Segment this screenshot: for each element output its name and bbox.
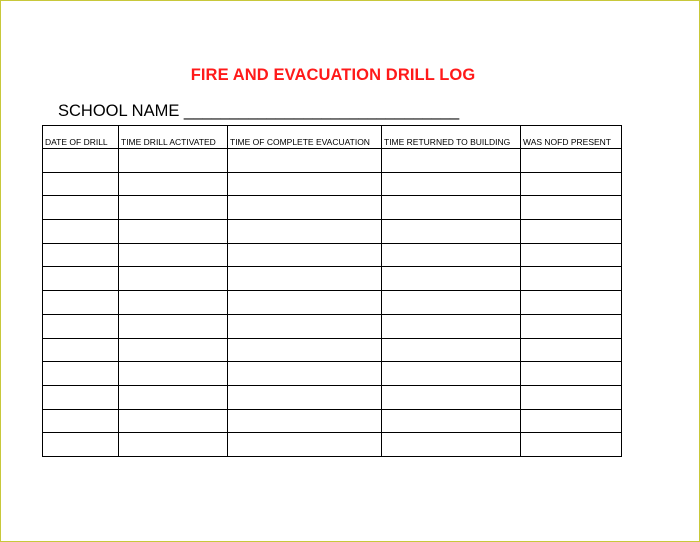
time-returned-cell[interactable] bbox=[382, 433, 521, 457]
table-row bbox=[43, 196, 622, 220]
table-row bbox=[43, 385, 622, 409]
date-cell[interactable] bbox=[43, 172, 119, 196]
time-evacuation-cell[interactable] bbox=[228, 267, 382, 291]
time-activated-cell[interactable] bbox=[119, 267, 228, 291]
nofd-present-cell[interactable] bbox=[521, 267, 622, 291]
table-row bbox=[43, 243, 622, 267]
time-activated-cell[interactable] bbox=[119, 385, 228, 409]
time-evacuation-cell[interactable] bbox=[228, 433, 382, 457]
nofd-present-cell[interactable] bbox=[521, 409, 622, 433]
table-row bbox=[43, 338, 622, 362]
nofd-present-cell[interactable] bbox=[521, 243, 622, 267]
table-row bbox=[43, 149, 622, 173]
date-cell[interactable] bbox=[43, 362, 119, 386]
nofd-present-cell[interactable] bbox=[521, 385, 622, 409]
column-header-time-activated: TIME DRILL ACTIVATED bbox=[119, 126, 228, 149]
time-returned-cell[interactable] bbox=[382, 338, 521, 362]
time-activated-cell[interactable] bbox=[119, 291, 228, 315]
table-row bbox=[43, 172, 622, 196]
time-returned-cell[interactable] bbox=[382, 385, 521, 409]
table-row bbox=[43, 409, 622, 433]
time-returned-cell[interactable] bbox=[382, 149, 521, 173]
date-cell[interactable] bbox=[43, 267, 119, 291]
time-returned-cell[interactable] bbox=[382, 362, 521, 386]
time-evacuation-cell[interactable] bbox=[228, 243, 382, 267]
time-returned-cell[interactable] bbox=[382, 409, 521, 433]
nofd-present-cell[interactable] bbox=[521, 433, 622, 457]
time-evacuation-cell[interactable] bbox=[228, 196, 382, 220]
time-evacuation-cell[interactable] bbox=[228, 385, 382, 409]
nofd-present-cell[interactable] bbox=[521, 291, 622, 315]
date-cell[interactable] bbox=[43, 314, 119, 338]
nofd-present-cell[interactable] bbox=[521, 172, 622, 196]
date-cell[interactable] bbox=[43, 291, 119, 315]
time-returned-cell[interactable] bbox=[382, 267, 521, 291]
date-cell[interactable] bbox=[43, 433, 119, 457]
time-evacuation-cell[interactable] bbox=[228, 362, 382, 386]
date-cell[interactable] bbox=[43, 220, 119, 244]
time-evacuation-cell[interactable] bbox=[228, 291, 382, 315]
time-evacuation-cell[interactable] bbox=[228, 338, 382, 362]
nofd-present-cell[interactable] bbox=[521, 149, 622, 173]
nofd-present-cell[interactable] bbox=[521, 362, 622, 386]
column-header-nofd-present: WAS NOFD PRESENT bbox=[521, 126, 622, 149]
time-evacuation-cell[interactable] bbox=[228, 409, 382, 433]
time-activated-cell[interactable] bbox=[119, 409, 228, 433]
time-activated-cell[interactable] bbox=[119, 149, 228, 173]
time-activated-cell[interactable] bbox=[119, 314, 228, 338]
time-returned-cell[interactable] bbox=[382, 220, 521, 244]
drill-log-table bbox=[42, 125, 622, 457]
table-row bbox=[43, 314, 622, 338]
time-activated-cell[interactable] bbox=[119, 220, 228, 244]
school-name-line: SCHOOL NAME ______________________________ bbox=[58, 102, 460, 120]
time-returned-cell[interactable] bbox=[382, 314, 521, 338]
column-header-time-returned: TIME RETURNED TO BUILDING bbox=[382, 126, 521, 149]
column-header-date: DATE OF DRILL bbox=[43, 126, 119, 149]
table-row bbox=[43, 220, 622, 244]
nofd-present-cell[interactable] bbox=[521, 196, 622, 220]
time-activated-cell[interactable] bbox=[119, 338, 228, 362]
time-evacuation-cell[interactable] bbox=[228, 314, 382, 338]
table-row bbox=[43, 362, 622, 386]
date-cell[interactable] bbox=[43, 409, 119, 433]
header-row bbox=[43, 126, 622, 149]
time-returned-cell[interactable] bbox=[382, 291, 521, 315]
time-activated-cell[interactable] bbox=[119, 172, 228, 196]
time-evacuation-cell[interactable] bbox=[228, 220, 382, 244]
date-cell[interactable] bbox=[43, 196, 119, 220]
table-row bbox=[43, 291, 622, 315]
page-title: FIRE AND EVACUATION DRILL LOG bbox=[190, 66, 476, 84]
time-activated-cell[interactable] bbox=[119, 433, 228, 457]
nofd-present-cell[interactable] bbox=[521, 314, 622, 338]
time-activated-cell[interactable] bbox=[119, 243, 228, 267]
nofd-present-cell[interactable] bbox=[521, 338, 622, 362]
column-header-time-evacuation: TIME OF COMPLETE EVACUATION bbox=[228, 126, 382, 149]
nofd-present-cell[interactable] bbox=[521, 220, 622, 244]
time-evacuation-cell[interactable] bbox=[228, 149, 382, 173]
time-returned-cell[interactable] bbox=[382, 243, 521, 267]
time-evacuation-cell[interactable] bbox=[228, 172, 382, 196]
table-row bbox=[43, 433, 622, 457]
time-returned-cell[interactable] bbox=[382, 172, 521, 196]
table-row bbox=[43, 267, 622, 291]
date-cell[interactable] bbox=[43, 338, 119, 362]
date-cell[interactable] bbox=[43, 149, 119, 173]
time-returned-cell[interactable] bbox=[382, 196, 521, 220]
date-cell[interactable] bbox=[43, 243, 119, 267]
time-activated-cell[interactable] bbox=[119, 196, 228, 220]
date-cell[interactable] bbox=[43, 385, 119, 409]
time-activated-cell[interactable] bbox=[119, 362, 228, 386]
